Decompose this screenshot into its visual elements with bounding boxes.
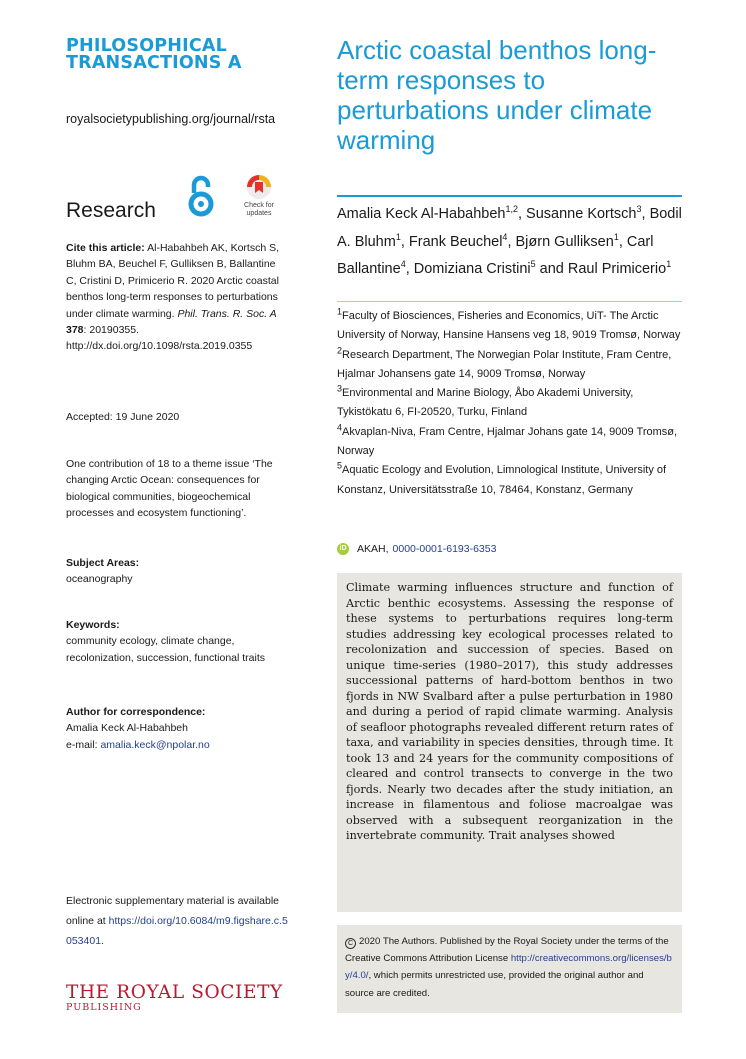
author-list [337, 201, 682, 284]
esm-text: Electronic supplementary material is available online at [66, 895, 280, 927]
correspondence-name: Amalia Keck Al-Habahbeh [66, 722, 188, 735]
affiliation-item: $^1$Faculty of Biosciences, Fisheries and Economics, UiT- The Arctic University of Norway, Hansine Hansens veg 18, 9019 Tromsø, Norway [337, 306, 681, 342]
author: Bodil A. Bluhm$^1$, [337, 206, 682, 250]
publisher-logo [66, 983, 283, 1013]
citation-journal: Phil. Trans. R. Soc. A [177, 307, 277, 320]
license-text: 2020 The Authors. Published by the Royal Society under the terms of the Creative Commons Attribution License [345, 936, 669, 965]
author-correspondence [66, 704, 288, 753]
keywords-value: community ecology, climate change, recolonization, succession, functional traits [66, 635, 266, 664]
subject-areas-heading: Subject Areas: [66, 557, 140, 569]
check-updates-line2: updates [246, 210, 272, 217]
affiliation-item: $^2$Research Department, The Norwegian Polar Institute, Fram Centre, Hjalmar Johansens gate 14, 9009 Tromsø, Norway [337, 344, 672, 380]
check-updates-line1: Check for [244, 202, 274, 209]
affiliation-item: $^5$Aquatic Ecology and Evolution, Limnological Institute, University of Konstanz, Universitätsstraße 10, 78464, Konstanz, Germany [337, 460, 667, 496]
email-link[interactable]: amalia.keck@npolar.no [100, 738, 210, 751]
subject-areas-value: oceanography [66, 573, 133, 586]
theme-issue: One contribution of 18 to a theme issue ‘The changing Arctic Ocean: consequences for biological communities, biogeochemical processes and ecosystem functioning’. [66, 458, 273, 520]
affiliation-item: $^4$Akvaplan-Niva, Fram Centre, Hjalmar Johans gate 14, 9009 Tromsø, Norway [337, 422, 678, 458]
license-end: , which permits unrestricted use, provided the original author and source are credited. [345, 970, 644, 999]
orcid-label: AKAH, [357, 543, 389, 555]
affiliations [337, 307, 682, 500]
citation-doi[interactable]: http://dx.doi.org/10.1098/rsta.2019.0355 [66, 340, 253, 353]
check-updates-icon [246, 174, 272, 200]
author: Raul Primicerio$^1$ [567, 259, 672, 277]
copyright-icon: C [345, 938, 356, 949]
correspondence-heading: Author for correspondence: [66, 706, 206, 718]
author: Bjørn Gulliksen$^1$, [515, 231, 627, 250]
accepted-date: Accepted: 19 June 2020 [66, 411, 180, 423]
citation-text: Al-Habahbeh AK, Kortsch S, Bluhm BA, Beuchel F, Gulliksen B, Ballantine C, Cristini D, Primicerio R. 2020 Arctic coastal benthos long-term responses to perturbations under climate warming. [66, 242, 280, 320]
author: Amalia Keck Al-Habahbeh$^{1,2}$, [337, 204, 527, 222]
open-access-icon [188, 174, 214, 218]
license-box [337, 925, 682, 1013]
journal-name-line1: PHILOSOPHICAL [66, 36, 227, 56]
check-updates-label [236, 202, 282, 218]
author: Susanne Kortsch$^3$, [526, 204, 650, 222]
keywords [66, 617, 288, 666]
orcid-link[interactable]: 0000-0001-6193-6353 [392, 543, 497, 555]
article-type: Research [66, 199, 156, 222]
citation-volume: 378 [66, 324, 84, 337]
journal-name-line2: TRANSACTIONS A [66, 53, 242, 73]
subject-areas [66, 555, 288, 588]
esm-link[interactable]: https://doi.org/10.6084/m9.figshare.c.5053401 [66, 915, 288, 947]
affiliation-item: $^3$Environmental and Marine Biology, Åbo Akademi University, Tykistökatu 6, FI-20520, Turku, Finland [337, 383, 634, 419]
title-rule [337, 195, 682, 197]
journal-url[interactable]: royalsocietypublishing.org/journal/rsta [66, 112, 276, 126]
keywords-heading: Keywords: [66, 619, 120, 631]
orcid-icon: iD [337, 543, 349, 555]
email-label: e-mail: [66, 738, 101, 751]
author: Domiziana Cristini$^5$ and [413, 259, 568, 277]
esm-end: . [101, 935, 104, 947]
author: Carl Ballantine$^4$, [337, 233, 654, 277]
author: Frank Beuchel$^4$, [408, 231, 516, 250]
correspondence-email [66, 737, 288, 753]
publisher-line2: PUBLISHING [66, 1002, 142, 1013]
citation [66, 240, 288, 355]
citation-label: Cite this article: [66, 242, 145, 254]
check-for-updates-button[interactable] [236, 174, 282, 218]
orcid [337, 543, 496, 555]
publisher-line1: THE ROYAL SOCIETY [66, 982, 283, 1003]
license-link[interactable]: http://creativecommons.org/licenses/by/4.0/ [345, 953, 672, 982]
authors-rule [337, 301, 682, 302]
journal-name [66, 38, 242, 72]
abstract: Climate warming influences structure and function of Arctic benthic ecosystems. Assessing the response of these systems to perturbations requires long-term studies addressing key ecological processes related to recolonization and succession of species. Based on unique time-series (1980–2017), this study addresses successional patterns of hard-bottom benthos in two fjords in NW Svalbard after a pulse perturbation in 1980 and during a period of rapid climate warming. Analysis of seafloor photographs revealed different return rates of taxa, and variability in species densities, through time. It took 13 and 24 years for the community compositions of cleared and control transects to converge in the two fjords. Nearly two decades after the study initiation, an increase in filamentous and foliose macroalgae was observed with a subsequent reorganization in the invertebrate community. Trait analyses showed [337, 573, 682, 912]
article-title: Arctic coastal benthos long-term responses to perturbations under climate warming [337, 35, 657, 155]
supplementary-material [66, 891, 288, 951]
citation-pages: : 20190355. [83, 324, 139, 337]
